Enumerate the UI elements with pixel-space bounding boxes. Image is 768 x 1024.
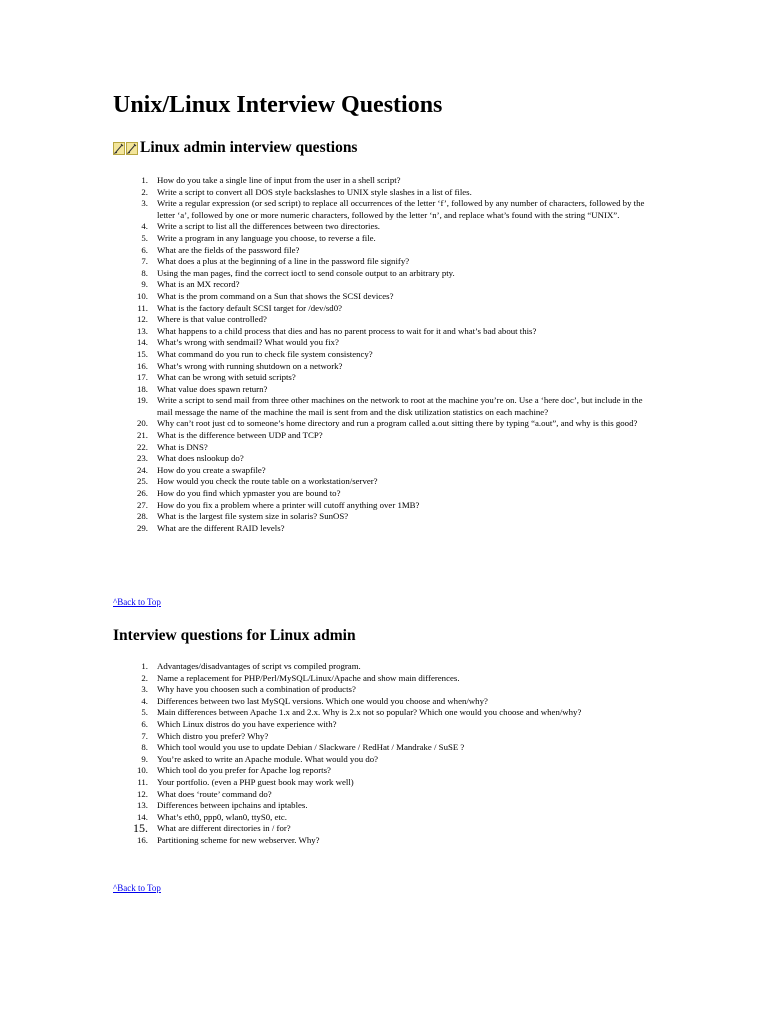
- list-item-number: 10.: [137, 290, 148, 301]
- list-item-number: 28.: [137, 511, 148, 522]
- list-item: [0, 488, 657, 500]
- list-item-text: How do you create a swapfile?: [157, 464, 266, 475]
- list-item-number: 20.: [137, 418, 148, 429]
- list-item-number: 3.: [141, 684, 148, 695]
- list-item-text: What are the fields of the password file?: [157, 244, 300, 255]
- list-item-text: What is an MX record?: [157, 279, 240, 290]
- list-item: [0, 303, 657, 315]
- list-item: [0, 187, 657, 199]
- list-item: [0, 661, 657, 673]
- list-item-number: 16.: [137, 834, 148, 845]
- list-item-text: What does nslookup do?: [157, 453, 244, 464]
- list-item-number: 2.: [141, 672, 148, 683]
- pencil-icon: [126, 142, 138, 155]
- section-heading-interview-questions: Interview questions for Linux admin: [113, 627, 356, 644]
- list-item-text: You’re asked to write an Apache module. What would you do?: [157, 753, 379, 764]
- list-item-text: Why can’t root just cd to someone’s home directory and run a program called a.out sitting there by typing “a.out”, and why is this good?: [157, 418, 638, 429]
- list-item-text: How do you take a single line of input from the user in a shell script?: [157, 175, 401, 185]
- list-item-number: 24.: [137, 464, 148, 475]
- list-item-number: 3.: [141, 198, 148, 209]
- list-item: [0, 684, 657, 696]
- question-list-linux-admin: [0, 175, 657, 534]
- list-item: [0, 812, 657, 824]
- list-item: [0, 523, 657, 535]
- list-item: [0, 268, 657, 280]
- list-item-number: 14.: [137, 337, 148, 348]
- list-item: [0, 372, 657, 384]
- list-item: [0, 326, 657, 338]
- list-item-text: What is the factory default SCSI target for /dev/sd0?: [157, 302, 343, 313]
- list-item: [0, 279, 657, 291]
- list-item-number: 1.: [141, 175, 148, 185]
- list-item-number: 15.: [137, 348, 148, 359]
- list-item: [0, 476, 657, 488]
- list-item-text: How do you find which ypmaster you are bound to?: [157, 488, 341, 499]
- list-item: [0, 198, 657, 221]
- list-item: [0, 707, 657, 719]
- list-item-number: 4.: [141, 695, 148, 706]
- list-item-text: What does ‘route’ command do?: [157, 788, 272, 799]
- list-item: [0, 418, 657, 430]
- page-title: Unix/Linux Interview Questions: [113, 92, 443, 118]
- list-item-number: 13.: [137, 325, 148, 336]
- list-item-number: 5.: [141, 707, 148, 718]
- list-item-text: Write a script to list all the differences between two directories.: [157, 221, 380, 232]
- list-item-number: 9.: [141, 279, 148, 290]
- heading-icons: [113, 142, 139, 155]
- list-item: [0, 696, 657, 708]
- list-item: [0, 823, 657, 835]
- list-item-number: 19.: [137, 395, 148, 406]
- list-item: [0, 465, 657, 477]
- list-item-number: 25.: [137, 476, 148, 487]
- list-item-text: Which tool do you prefer for Apache log reports?: [157, 765, 331, 776]
- list-item: [0, 256, 657, 268]
- list-item-number: 26.: [137, 488, 148, 499]
- list-item: [0, 673, 657, 685]
- list-item-number: 11.: [137, 302, 148, 313]
- list-item-text: Main differences between Apache 1.x and 2.x. Why is 2.x not so popular? Which one would you choose and when/why?: [157, 707, 582, 718]
- list-item-number: 22.: [137, 441, 148, 452]
- list-item: [0, 221, 657, 233]
- list-item-text: How do you fix a problem where a printer will cutoff anything over 1MB?: [157, 499, 420, 510]
- list-item-number: 4.: [141, 221, 148, 232]
- list-item: [0, 314, 657, 326]
- list-item-number: 15.: [133, 821, 148, 836]
- list-item-text: Which Linux distros do you have experience with?: [157, 718, 337, 729]
- list-item-number: 17.: [137, 372, 148, 383]
- list-item: [0, 765, 657, 777]
- list-item-text: Your portfolio. (even a PHP guest book may work well): [157, 776, 354, 787]
- list-item: [0, 742, 657, 754]
- list-item-number: 21.: [137, 430, 148, 441]
- list-item-text: Advantages/disadvantages of script vs compiled program.: [157, 661, 361, 671]
- list-item: [0, 384, 657, 396]
- list-item-text: Write a script to convert all DOS style backslashes to UNIX style slashes in a list of files.: [157, 186, 472, 197]
- list-item-number: 10.: [137, 765, 148, 776]
- list-item-number: 12.: [137, 788, 148, 799]
- list-item: [0, 245, 657, 257]
- list-item: [0, 777, 657, 789]
- list-item-text: What is the difference between UDP and TCP?: [157, 430, 323, 441]
- list-item-number: 1.: [141, 661, 148, 671]
- list-item-text: How would you check the route table on a workstation/server?: [157, 476, 378, 487]
- list-item-text: What is DNS?: [157, 441, 208, 452]
- list-item: [0, 511, 657, 523]
- section-heading-linux-admin: [113, 138, 357, 158]
- list-item: [0, 754, 657, 766]
- list-item-text: Write a regular expression (or sed script) to replace all occurrences of the letter ‘f’, followed by any number of characters, followed by the letter ‘a’, followed by one or more numeric characters, followed by the letter ‘n’, and replace what’s found with the string “UNIX”.: [157, 198, 645, 220]
- list-item-text: Write a program in any language you choose, to reverse a file.: [157, 232, 376, 243]
- list-item-text: What’s wrong with running shutdown on a network?: [157, 360, 343, 371]
- list-item-text: What’s wrong with sendmail? What would you fix?: [157, 337, 339, 348]
- back-to-top-link[interactable]: ^Back to Top: [113, 597, 161, 607]
- list-item-text: What are the different RAID levels?: [157, 522, 285, 533]
- list-item-text: Why have you choosen such a combination of products?: [157, 684, 356, 695]
- list-item-number: 2.: [141, 186, 148, 197]
- list-item-text: Using the man pages, find the correct ioctl to send console output to an arbitrary pty.: [157, 267, 455, 278]
- list-item-text: What value does spawn return?: [157, 383, 268, 394]
- list-item-text: What is the largest file system size in solaris? SunOS?: [157, 511, 349, 522]
- list-item-number: 11.: [137, 776, 148, 787]
- list-item: [0, 800, 657, 812]
- section-heading-text: Linux admin interview questions: [140, 139, 358, 156]
- list-item: [0, 719, 657, 731]
- list-item: [0, 337, 657, 349]
- list-item-text: Write a script to send mail from three other machines on the network to root at the machine you’re on. Use a ‘here doc’, but include in the mail message the name of the machine the mail is sent from and the disk utilization statistics on each machine?: [157, 395, 643, 417]
- list-item-number: 6.: [141, 244, 148, 255]
- list-item: [0, 500, 657, 512]
- list-item: [0, 789, 657, 801]
- list-item-text: Differences between two last MySQL versions. Which one would you choose and when/why?: [157, 695, 488, 706]
- list-item-text: What does a plus at the beginning of a line in the password file signify?: [157, 256, 410, 267]
- list-item: [0, 835, 657, 847]
- list-item-number: 29.: [137, 522, 148, 533]
- list-item: [0, 349, 657, 361]
- list-item: [0, 731, 657, 743]
- list-item: [0, 453, 657, 465]
- list-item-text: Which distro you prefer? Why?: [157, 730, 269, 741]
- back-to-top-link[interactable]: ^Back to Top: [113, 883, 161, 893]
- list-item-text: What are different directories in / for?: [157, 823, 291, 834]
- list-item-number: 7.: [141, 730, 148, 741]
- list-item-number: 6.: [141, 718, 148, 729]
- list-item-text: What’s eth0, ppp0, wlan0, ttyS0, etc.: [157, 811, 287, 822]
- list-item-text: Which tool would you use to update Debian / Slackware / RedHat / Mandrake / SuSE ?: [157, 742, 465, 753]
- list-item-text: What can be wrong with setuid scripts?: [157, 372, 296, 383]
- pencil-icon: [113, 142, 125, 155]
- list-item-text: What is the prom command on a Sun that shows the SCSI devices?: [157, 290, 394, 301]
- list-item-number: 7.: [141, 256, 148, 267]
- list-item-text: Name a replacement for PHP/Perl/MySQL/Linux/Apache and show main differences.: [157, 672, 460, 683]
- list-item-number: 14.: [137, 811, 148, 822]
- list-item-text: What command do you run to check file system consistency?: [157, 348, 373, 359]
- list-item-number: 23.: [137, 453, 148, 464]
- list-item-number: 9.: [141, 753, 148, 764]
- list-item-number: 13.: [137, 800, 148, 811]
- list-item: [0, 361, 657, 373]
- list-item: [0, 291, 657, 303]
- list-item: [0, 430, 657, 442]
- list-item-number: 8.: [141, 267, 148, 278]
- list-item: [0, 233, 657, 245]
- list-item-number: 8.: [141, 742, 148, 753]
- list-item-number: 16.: [137, 360, 148, 371]
- list-item-text: Where is that value controlled?: [157, 314, 267, 325]
- list-item: [0, 175, 657, 187]
- list-item-number: 5.: [141, 232, 148, 243]
- list-item-number: 18.: [137, 383, 148, 394]
- list-item: [0, 442, 657, 454]
- list-item-text: What happens to a child process that dies and has no parent process to wait for it and what’s bad about this?: [157, 325, 537, 336]
- list-item: [0, 395, 657, 418]
- question-list-interview: [0, 661, 657, 847]
- list-item-number: 27.: [137, 499, 148, 510]
- list-item-text: Partitioning scheme for new webserver. Why?: [157, 834, 320, 845]
- list-item-number: 12.: [137, 314, 148, 325]
- list-item-text: Differences between ipchains and iptables.: [157, 800, 308, 811]
